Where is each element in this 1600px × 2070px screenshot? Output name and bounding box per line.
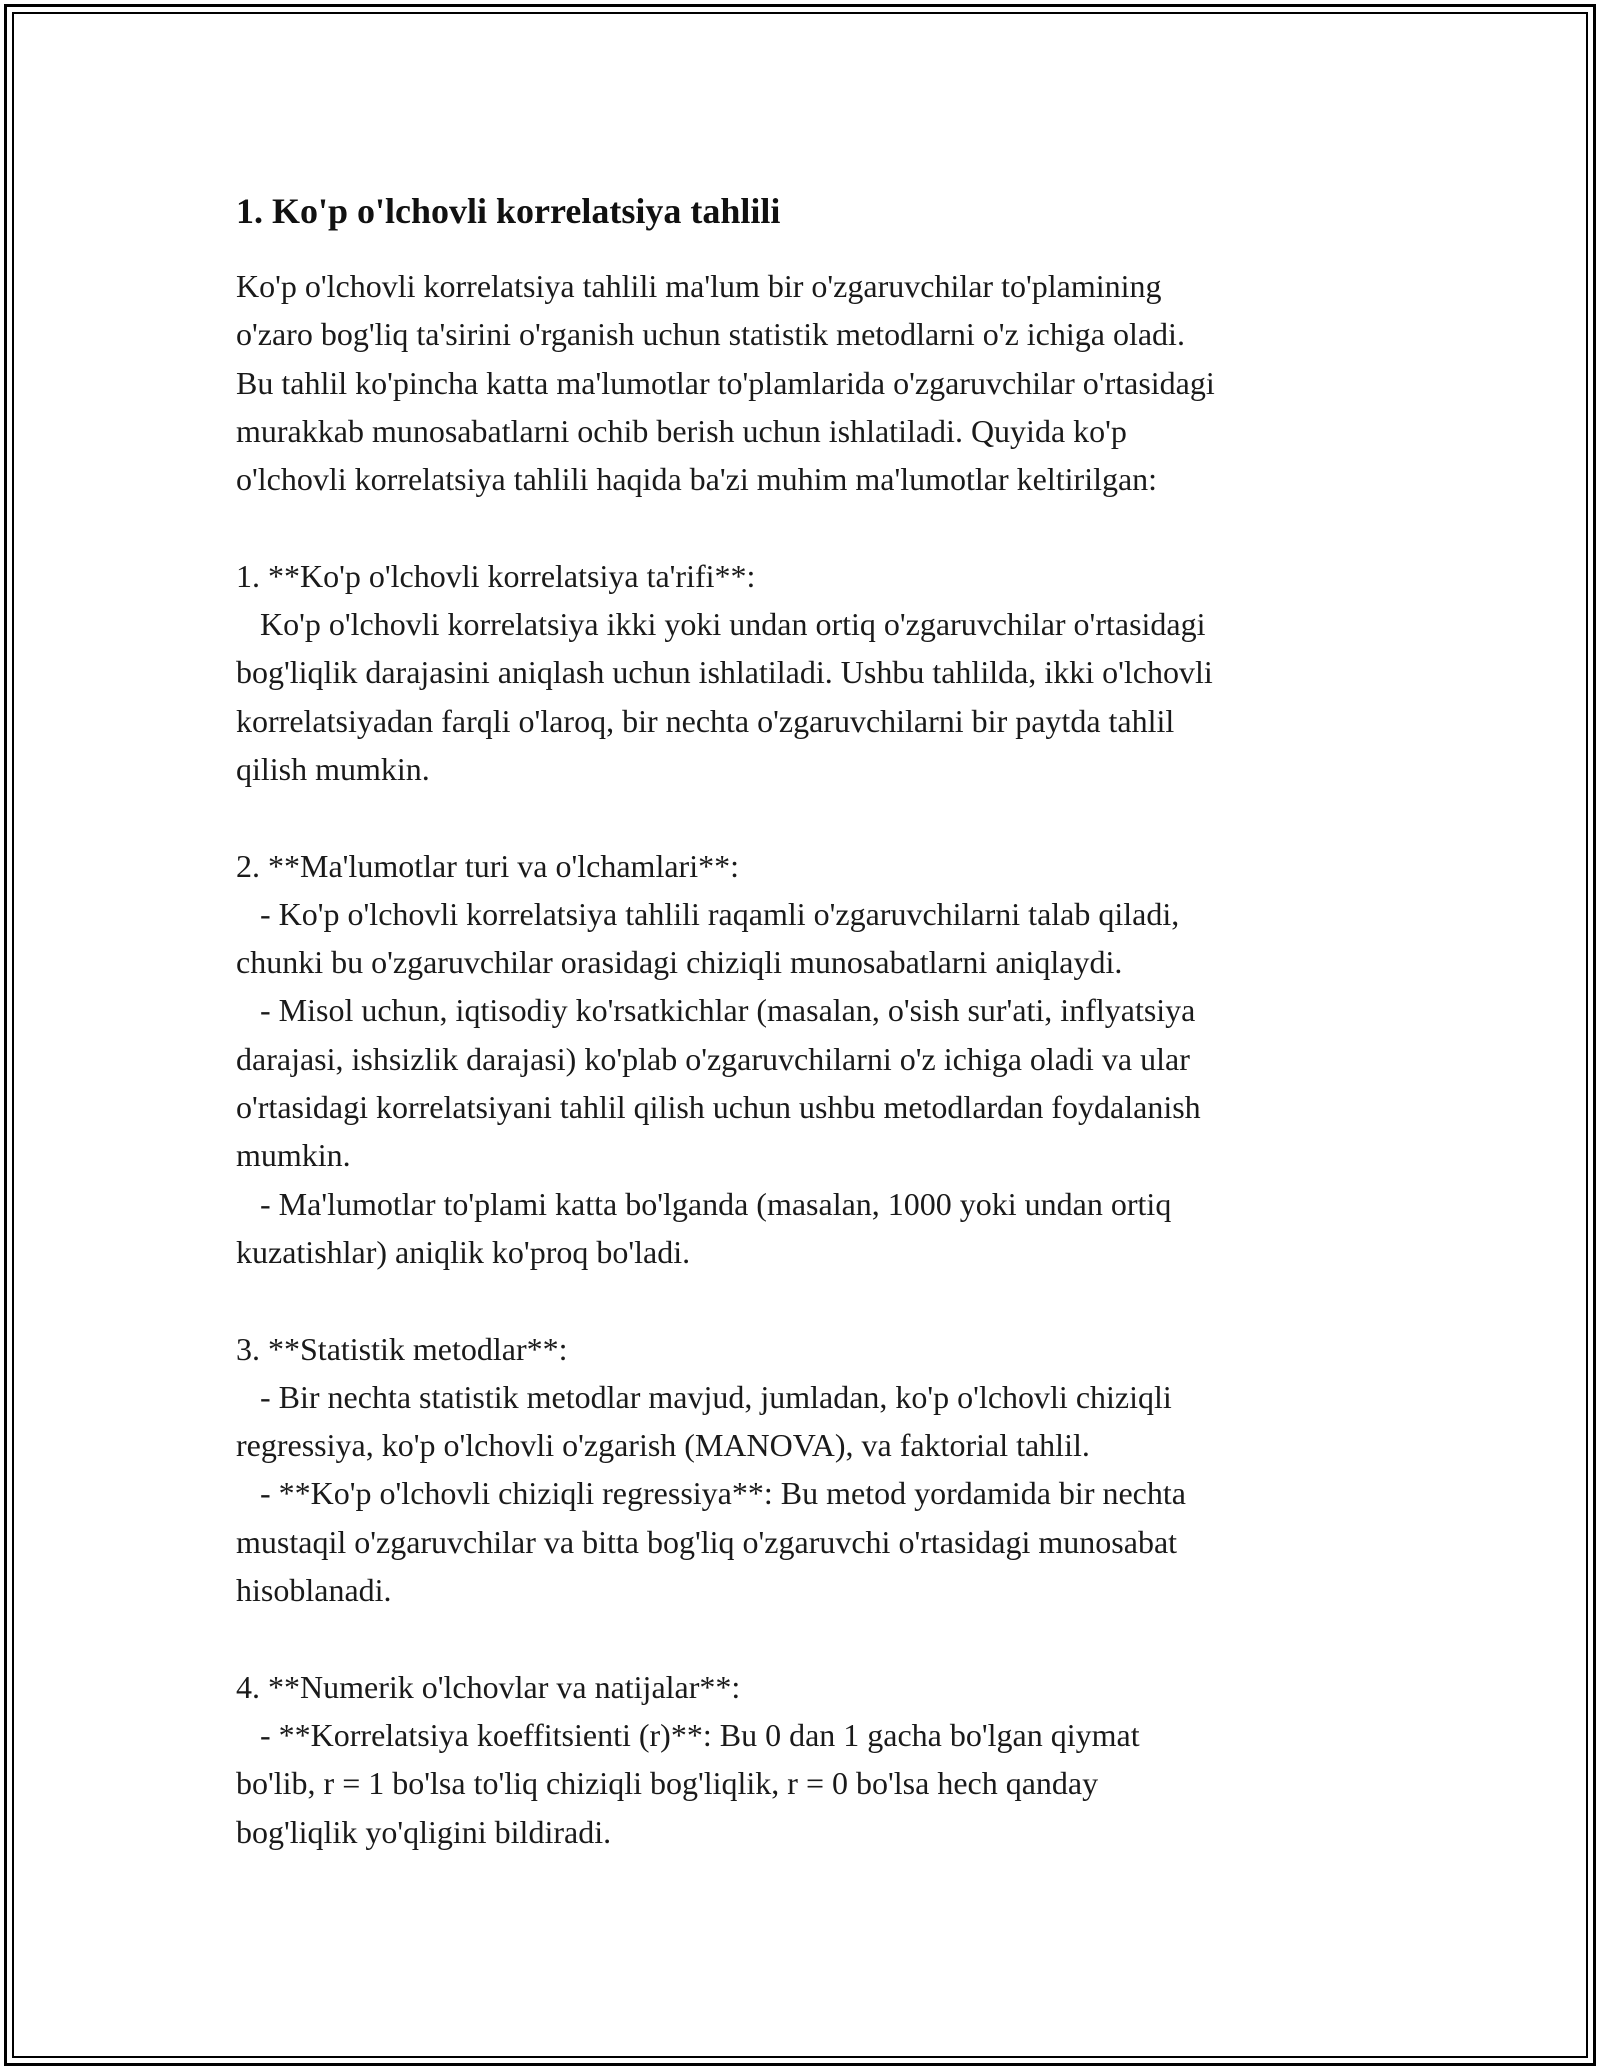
- paragraph-gap: [236, 503, 1366, 551]
- section-body: - **Korrelatsiya koeffitsienti (r)**: Bu 0 dan 1 gacha bo'lgan qiymat bo'lib, r = 1 bo'lsa to'liq chiziqli bog'liqlik, r = 0 bo'lsa hech qanday bog'liqlik yo'qligini bildiradi.: [236, 1716, 1140, 1850]
- section-heading: 1. **Ko'p o'lchovli korrelatsiya ta'rifi**:: [236, 557, 756, 594]
- section-body: - Bir nechta statistik metodlar mavjud, jumladan, ko'p o'lchovli chiziqli regressiya, ko'p o'lchovli o'zgarish (MANOVA), va faktorial tahlil. - **Ko'p o'lchovli chiziqli regressiya**: Bu metod yordamida bir nechta mustaqil o'zgaruvchilar va bitta bog'liq o'zgaruvchi o'rtasidagi munosabat hisoblanadi.: [236, 1378, 1186, 1609]
- document-body: [236, 188, 1366, 1856]
- paragraph-gap: [236, 793, 1366, 841]
- section-4: [236, 1663, 1366, 1856]
- intro-paragraph: Ko'p o'lchovli korrelatsiya tahlili ma'lum bir o'zgaruvchilar to'plamining o'zaro bog'liq ta'sirini o'rganish uchun statistik metodlarni o'z ichiga oladi. Bu tahlil ko'pincha katta ma'lumotlar to'plamlarida o'zgaruvchilar o'rtasidagi murakkab munosabatlarni ochib berish uchun ishlatiladi. Quyida ko'p o'lchovli korrelatsiya tahlili haqida ba'zi muhim ma'lumotlar keltirilgan:: [236, 268, 1215, 498]
- section-body: Ko'p o'lchovli korrelatsiya ikki yoki undan ortiq o'zgaruvchilar o'rtasidagi bog'liqlik darajasini aniqlash uchun ishlatiladi. Ushbu tahlilda, ikki o'lchovli korrelatsiyadan farqli o'laroq, bir nechta o'zgaruvchilarni bir paytda tahlil qilish mumkin.: [236, 606, 1213, 787]
- section-3: [236, 1325, 1366, 1615]
- section-body: - Ko'p o'lchovli korrelatsiya tahlili raqamli o'zgaruvchilarni talab qiladi, chunki bu o'zgaruvchilar orasidagi chiziqli munosabatlarni aniqlaydi. - Misol uchun, iqtisodiy ko'rsatkichlar (masalan, o'sish sur'ati, inflyatsiya darajasi, ishsizlik darajasi) ko'plab o'zgaruvchilarni o'z ichiga oladi va ular o'rtasidagi korrelatsiyani tahlil qilish uchun ushbu metodlardan foydalanish mumkin. - Ma'lumotlar to'plami katta bo'lganda (masalan, 1000 yoki undan ortiq kuzatishlar) aniqlik ko'proq bo'ladi.: [236, 895, 1201, 1270]
- section-heading: 2. **Ma'lumotlar turi va o'lchamlari**:: [236, 847, 739, 884]
- paragraph-gap: [236, 1614, 1366, 1662]
- paragraph-gap: [236, 1276, 1366, 1324]
- section-heading: 3. **Statistik metodlar**:: [236, 1330, 568, 1367]
- section-1: [236, 552, 1366, 793]
- section-heading: 4. **Numerik o'lchovlar va natijalar**:: [236, 1668, 741, 1705]
- document-title: 1. Ko'p o'lchovli korrelatsiya tahlili: [236, 191, 781, 231]
- section-2: [236, 842, 1366, 1277]
